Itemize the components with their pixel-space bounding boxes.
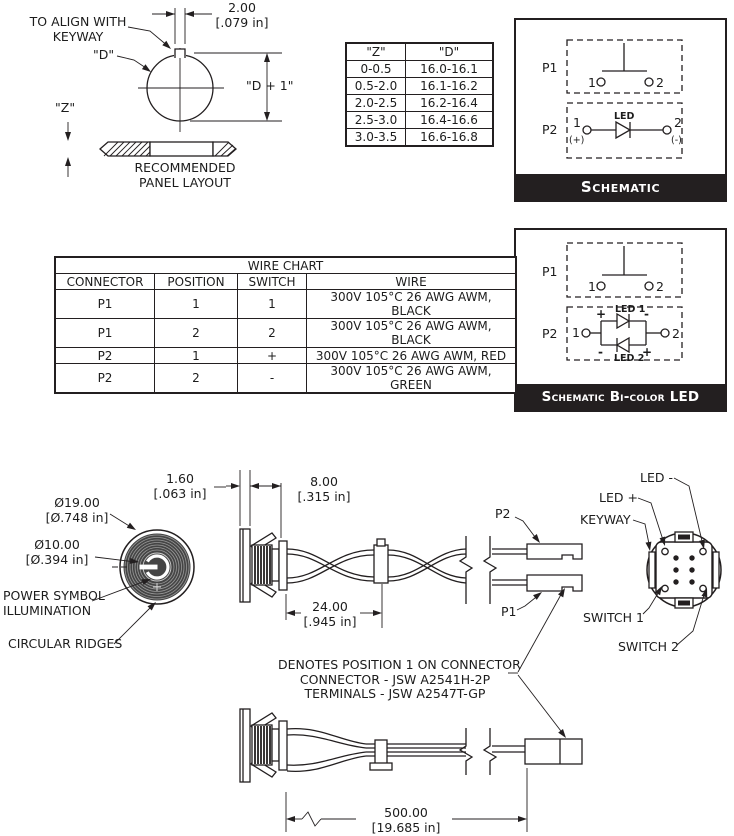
switch1-label: SWITCH 1 [583, 610, 644, 625]
switch2-label: SWITCH 2 [618, 639, 679, 654]
button-face-view [92, 514, 194, 644]
bicolor-led2-plus: + [642, 345, 653, 359]
keyway-width-dim: 2.00 [.079 in] [215, 0, 269, 30]
wire-header-connector: CONNECTOR [55, 274, 155, 290]
table-row: 0-0.5 16.0-16.1 [346, 61, 493, 78]
schematic-p2-label: P2 [542, 122, 558, 137]
inner-diameter-dim: Ø10.00 [Ø.394 in] [25, 537, 89, 567]
bicolor-sw-pin2: 2 [656, 279, 664, 294]
table-row: 2.5-3.0 16.4-16.6 [346, 112, 493, 129]
connector-note: DENOTES POSITION 1 ON CONNECTOR CONNECTOR - JSW A2541H-2P TERMINALS - JSW A2547T-GP [278, 657, 521, 701]
schematic-sw-pin1: 1 [588, 75, 596, 90]
zd-header-z: "Z" [346, 43, 406, 61]
table-row: P1 1 1 300V 105°C 26 AWG AWM, BLACK [55, 290, 516, 319]
bicolor-pin2: 2 [672, 326, 680, 341]
outer-diameter-dim: Ø19.00 [Ø.748 in] [45, 495, 109, 525]
wire-chart-title: WIRE CHART [55, 257, 516, 274]
schematic-bicolor-drawing [516, 230, 721, 380]
schematic-drawing [516, 20, 721, 170]
bicolor-led2-minus: - [598, 345, 603, 359]
schematic-title: Schematic [516, 174, 725, 200]
table-row: P2 2 - 300V 105°C 26 AWG AWM, GREEN [55, 364, 516, 394]
led-negative-label: LED - [640, 470, 673, 485]
power-symbol-label: POWER SYMBOL ILLUMINATION [3, 588, 105, 618]
cable-length-dim: 500.00 [19.685 in] [371, 805, 441, 835]
p1-connector-label: P1 [501, 604, 517, 619]
wire-header-wire: WIRE [307, 274, 517, 290]
zd-header-d: "D" [406, 43, 494, 61]
keyway-label: KEYWAY [580, 512, 631, 527]
align-keyway-label: TO ALIGN WITH KEYWAY [29, 14, 127, 44]
table-row: 3.0-3.5 16.6-16.8 [346, 129, 493, 147]
d-dim-label: "D" [93, 47, 115, 62]
schematic-p1-label: P1 [542, 60, 558, 75]
bicolor-led1-minus: - [644, 307, 649, 321]
led-positive-label: LED + [599, 490, 638, 505]
schematic-cathode-label: (-) [671, 135, 682, 146]
table-row: 0.5-2.0 16.1-16.2 [346, 78, 493, 95]
body-depth-dim: 8.00 [.315 in] [297, 474, 351, 504]
bicolor-p1-label: P1 [542, 264, 558, 279]
panel-layout-caption: RECOMMENDED PANEL LAYOUT [134, 160, 236, 190]
zd-table [345, 42, 494, 147]
schematic-bicolor-title: Schematic Bi-color LED [516, 384, 725, 410]
schematic-anode-label: (+) [569, 135, 585, 146]
connector-p2 [527, 544, 582, 559]
bicolor-led1-label: LED 1 [615, 304, 646, 315]
d-plus-1-dim-label: "D + 1" [246, 78, 294, 93]
bicolor-led2-label: LED 2 [614, 353, 645, 364]
table-row: 2.0-2.5 16.2-16.4 [346, 95, 493, 112]
bicolor-led1-plus: + [596, 307, 607, 321]
p2-connector-label: P2 [495, 506, 511, 521]
tie-distance-dim: 24.00 [.945 in] [303, 599, 357, 629]
connector-end [525, 739, 582, 764]
schematic-sw-pin2: 2 [656, 75, 664, 90]
circular-ridges-label: CIRCULAR RIDGES [8, 636, 123, 651]
z-dim-label: "Z" [55, 100, 76, 115]
table-row: P2 1 + 300V 105°C 26 AWG AWM, RED [55, 348, 516, 364]
rear-view [633, 478, 721, 645]
table-row: P1 2 2 300V 105°C 26 AWG AWM, BLACK [55, 319, 516, 348]
schematic-led-pin2: 2 [674, 115, 682, 130]
cable-tie [374, 545, 388, 583]
schematic-bicolor-panel [514, 228, 727, 412]
schematic-panel [514, 18, 727, 202]
wire-header-position: POSITION [155, 274, 238, 290]
flange-thickness-dim: 1.60 [.063 in] [153, 471, 207, 501]
bicolor-p2-label: P2 [542, 326, 558, 341]
wire-header-switch: SWITCH [238, 274, 307, 290]
schematic-led-pin1: 1 [573, 115, 581, 130]
bicolor-pin1: 1 [572, 325, 580, 340]
wire-chart [54, 256, 517, 394]
schematic-led-label: LED [614, 111, 635, 122]
bicolor-sw-pin1: 1 [588, 279, 596, 294]
connector-p1 [527, 575, 582, 591]
